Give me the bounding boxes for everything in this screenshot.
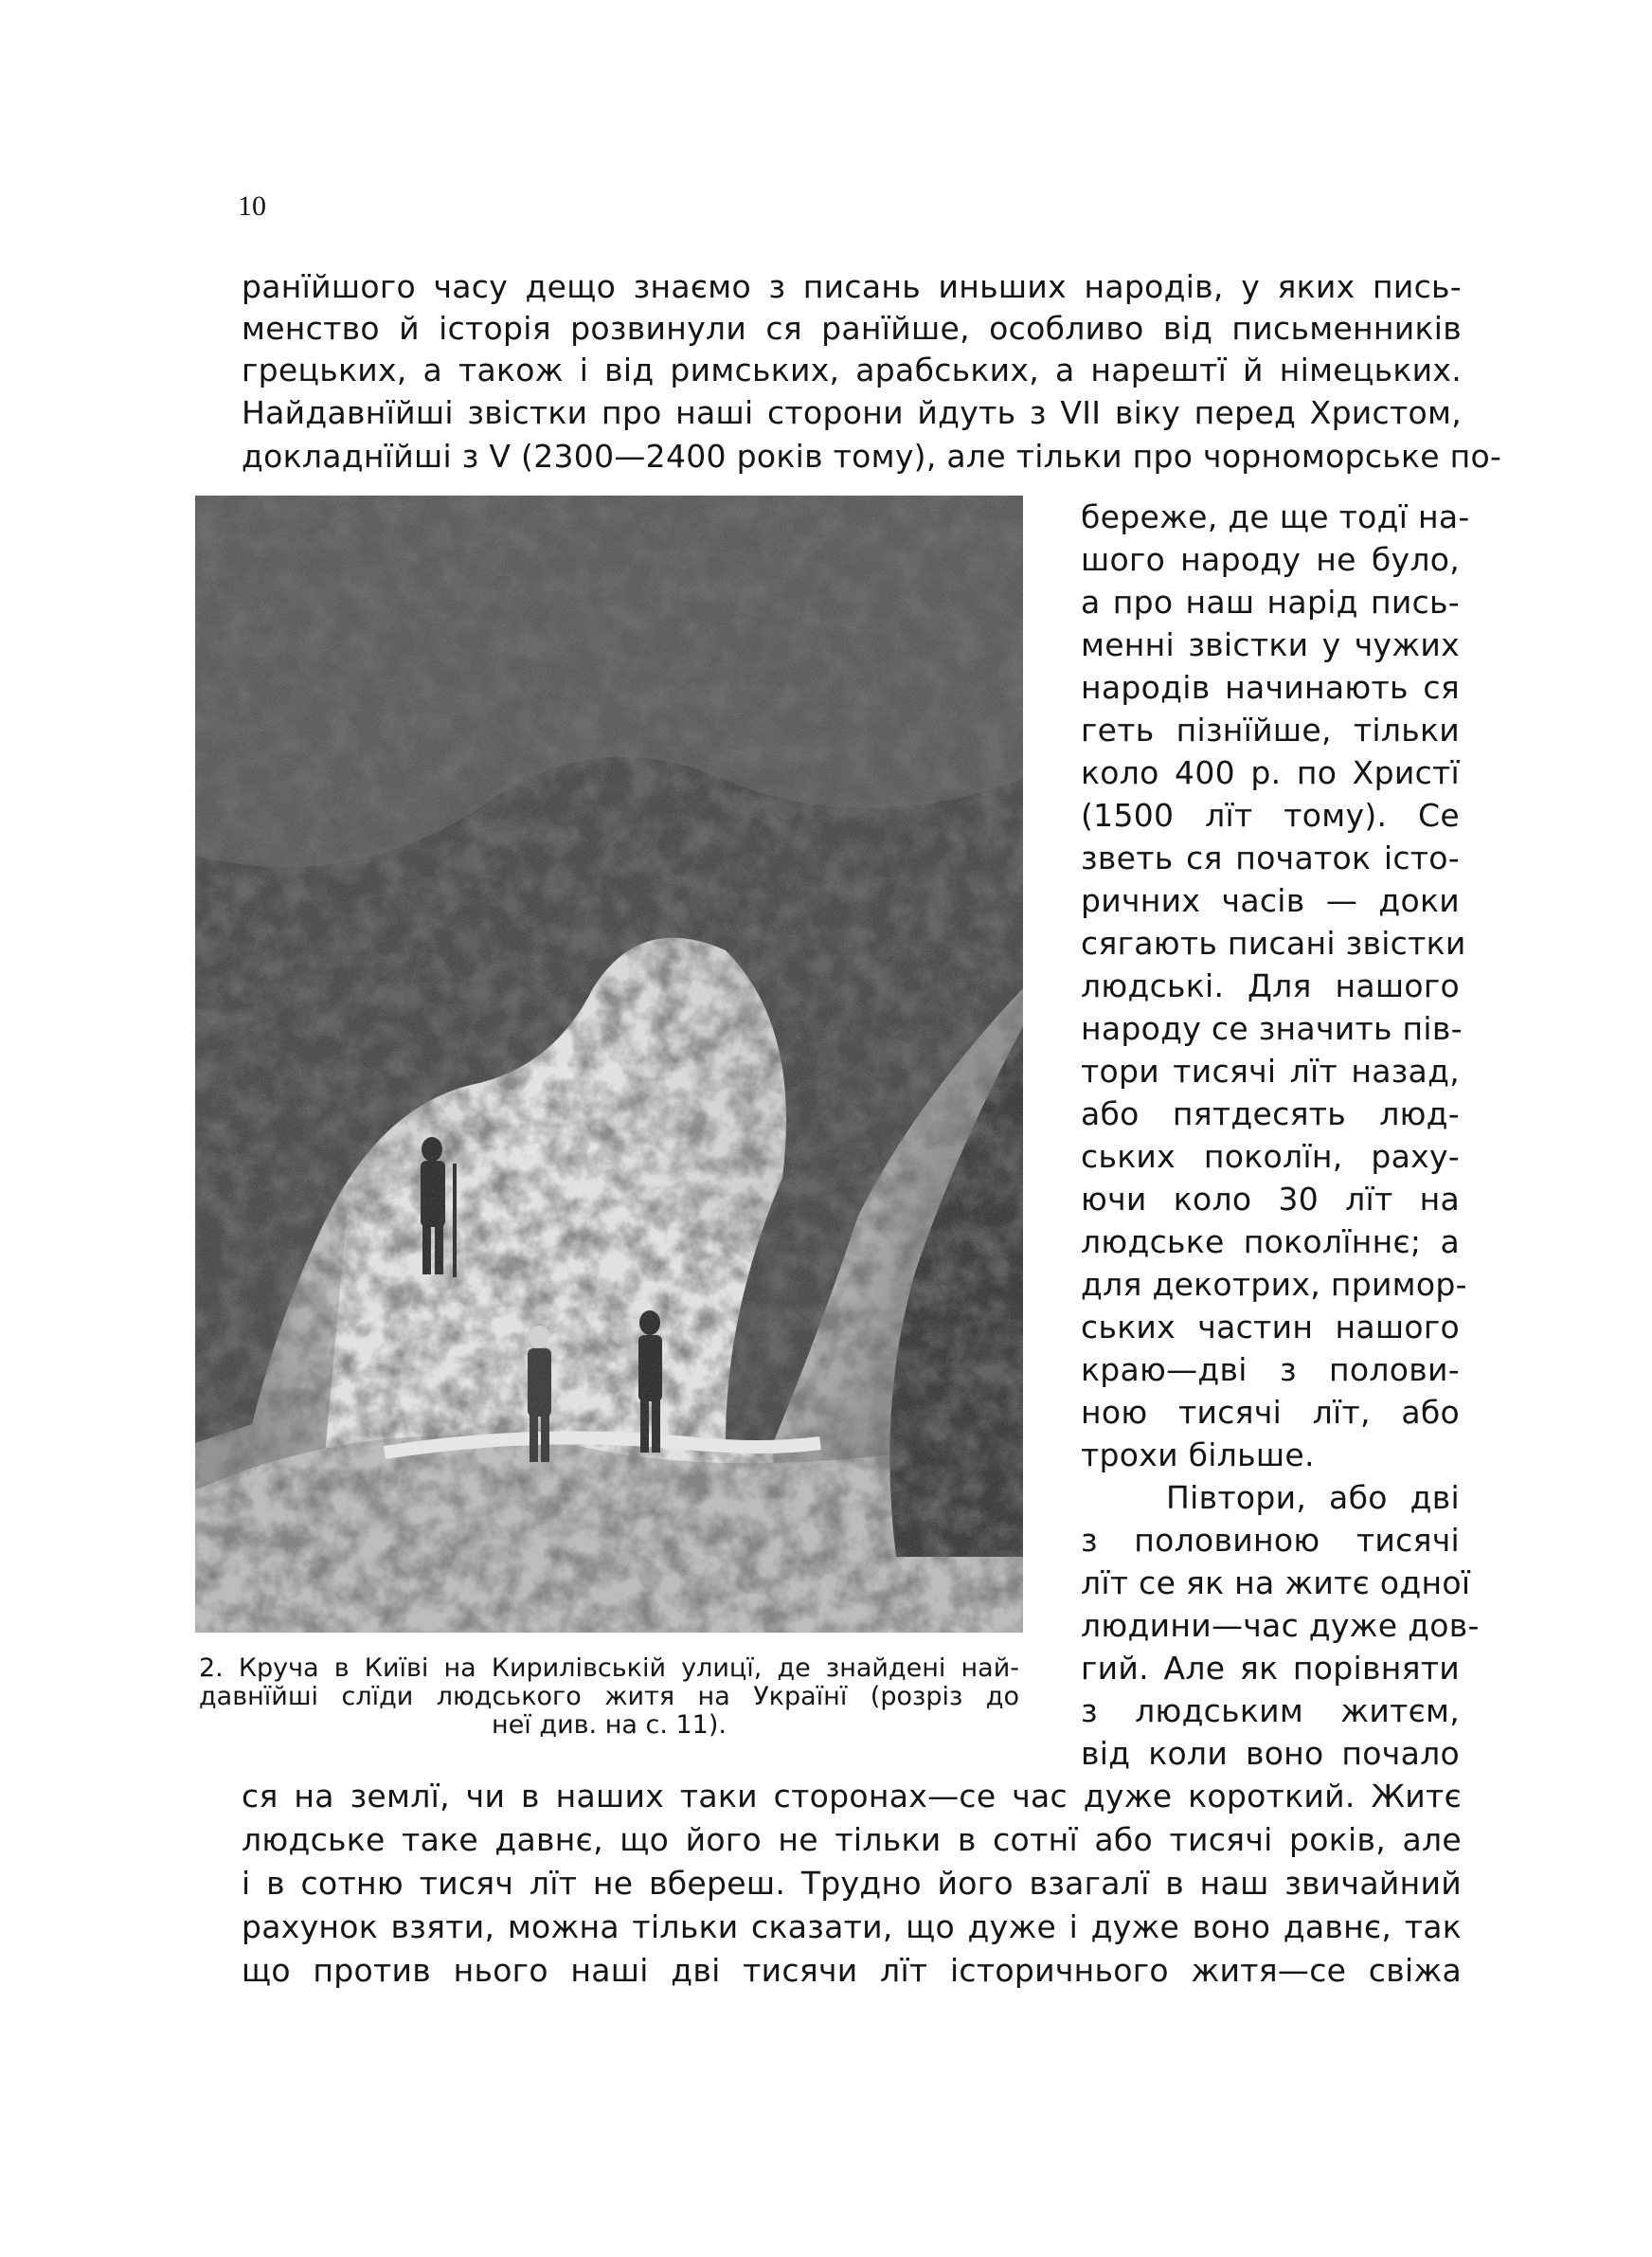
intro-line: менство й історія розвинули ся ранїйше, особливо від письменників [242,310,1462,347]
side-line: бережe, де ще тодї на- [1081,498,1470,535]
side-line: коло 400 р. по Христї [1081,754,1460,791]
side-line: з половиною тисячі [1081,1522,1460,1559]
side-line: геть пізнїйше, тільки [1081,712,1460,749]
side-line: народу се значить пів- [1081,1010,1463,1047]
page-number: 10 [238,190,266,222]
side-line: або пятдесять люд- [1081,1095,1460,1132]
closing-line: людське таке давнє, що його не тільки в сотнї або тисячі років, але [242,1821,1462,1858]
side-line: гий. Але як порівняти [1081,1650,1460,1687]
side-line: менні звістки у чужих [1081,626,1460,663]
figure-caption-line: неї див. на с. 11). [492,1710,727,1740]
side-line: ною тисячі лїт, або [1081,1394,1460,1431]
side-line: Півтори, або дві [1166,1479,1460,1516]
intro-line: Найдавнїйші звістки про наші сторони йдуть з VII віку перед Христом, [242,394,1462,431]
closing-line: ся на землї, чи в наших таки сторонах—се час дуже короткий. Житє [242,1778,1462,1815]
closing-line: і в сотню тисяч лїт не вбереш. Трудно його взагалї в наш звичайний [242,1865,1462,1902]
side-line: від коли воно почало [1081,1735,1460,1772]
side-line: зветь ся початок істо- [1081,840,1460,876]
side-line: ських поколїн, раху- [1081,1138,1460,1175]
side-line: людське поколїннє; а [1081,1223,1460,1260]
figure-caption-line: давнїйші слїди людського житя на Українї (розріз до [199,1682,1019,1711]
intro-line: докладнїйші з V (2300—2400 років тому), але тільки про чорноморське по- [242,438,1502,475]
intro-line: ранїйшого часу дещо знаємо з писань иньших народів, у яких пись- [242,268,1462,305]
side-line: а про наш нарід пись- [1081,584,1460,621]
closing-line: рахунок взяти, можна тільки сказати, що дуже і дуже воно давнє, так [242,1908,1462,1945]
side-line: ських частин нашого [1081,1309,1460,1345]
side-line: людини—час дуже дов- [1081,1607,1480,1644]
side-line: ючи коло 30 лїт на [1081,1181,1460,1218]
side-line: сягають писані звістки [1081,925,1466,962]
side-line: тори тисячі лїт назад, [1081,1053,1460,1090]
side-line: трохи більше. [1081,1436,1315,1473]
side-line: (1500 лїт тому). Се [1081,797,1460,834]
side-line: людські. Для нашого [1081,967,1460,1004]
figure-caption-line: 2. Круча в Київі на Кирилівській улицї, де знайдені най- [199,1653,1019,1683]
side-line: краю—дві з полови- [1081,1351,1460,1388]
ravine-photograph [195,496,1023,1633]
side-line: ричних часів — доки [1081,882,1460,919]
side-line: лїт се як на житє одної [1081,1564,1471,1601]
side-line: з людським житєм, [1081,1692,1460,1729]
intro-line: грецьких, а також і від римських, арабських, а нарештї й німецьких. [242,352,1462,388]
closing-line: що против нього наші дві тисячи лїт історичнього житя—се свіжа [242,1952,1462,1989]
side-line: народів начинають ся [1081,669,1460,706]
side-line: для декотрих, примор- [1081,1266,1467,1303]
side-line: шого народу не було, [1081,541,1460,578]
